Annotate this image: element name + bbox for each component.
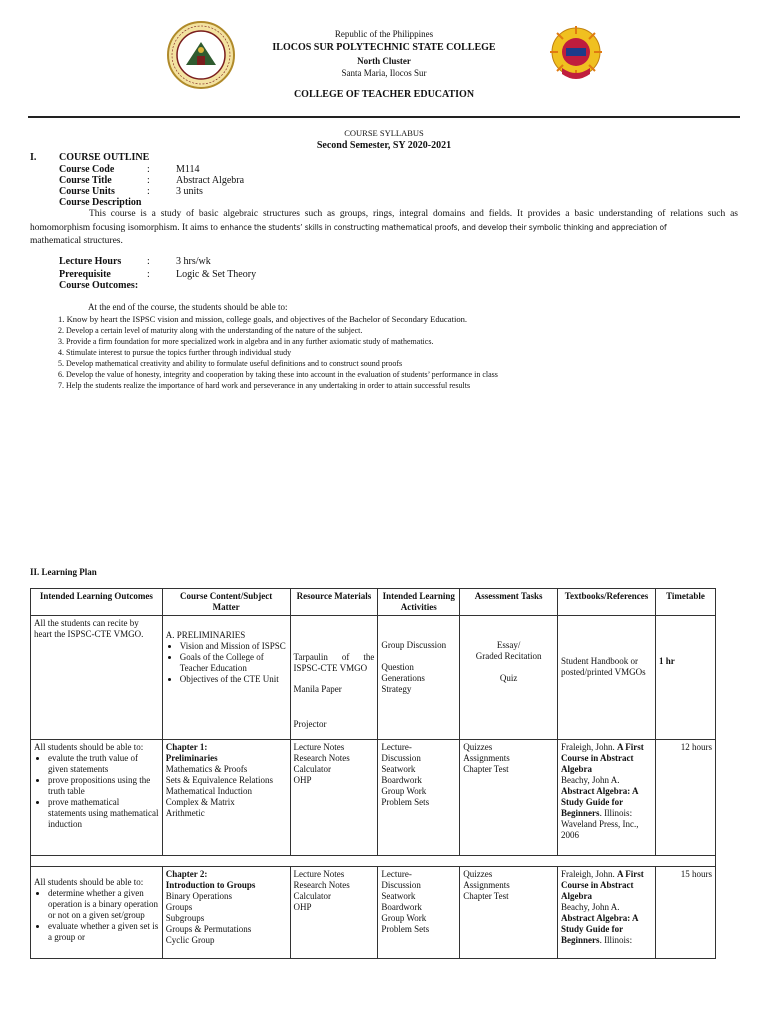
course-title-value: Abstract Algebra [176,175,245,186]
ilo-item: • determine whether a given operation is a binary operation or not on a given set/group [48,888,159,921]
ilo-item: • prove propositions using the truth table [48,775,159,797]
ilo-item: • evalute the truth value of given statements [48,753,159,775]
row-spacer [31,856,716,867]
semester: Second Semester, SY 2020-2021 [316,140,452,151]
description-text-emphasis: enhance the students’ skills in constructing mathematical proofs, and develop their symbolic thinking and appreciation of [220,223,667,232]
course-units-label: Course Units [59,186,115,197]
chapter-number: Chapter 2: [165,869,208,879]
reference-title: Abstract Algebra: A Study Guide for Beginners [561,786,639,818]
outcome-item: 6. Develop the value of honesty, integrity and cooperation by taking these into account in the evaluation of students’ performance in class [58,370,498,379]
references-cell [558,740,656,856]
reference-publisher: . Illinois: Waveland Press, Inc., 2006 [561,808,639,840]
colon: : [147,175,150,186]
table-row [31,616,716,740]
content-cell [162,616,290,740]
prerequisite-value: Logic & Set Theory [176,269,257,280]
course-description [30,208,738,248]
column-header: Intended Learning Outcomes [31,589,163,616]
assessment-cell: Quizzes Assignments Chapter Test [460,867,558,959]
lecture-hours-row [59,256,359,268]
section-numeral: I. [30,152,37,163]
table-header-row [31,589,716,616]
ilo-cell [31,740,163,856]
resource-item: Manila Paper [293,684,342,694]
content-item: • Vision and Mission of ISPSC [180,641,287,652]
ilo-intro: All students should be able to: [34,742,144,752]
outcomes-label: Course Outcomes: [59,280,139,291]
reference-title: A First Course in Abstract Algebra [561,869,644,901]
column-header: Course Content/Subject Matter [162,589,290,616]
ilo-item: • evaluate whether a given set is a group or [48,921,159,943]
ilo-cell: All the students can recite by heart the ISPSC-CTE VMGO. [31,616,163,740]
outcome-item: 3. Provide a firm foundation for more specialized work in algebra and in any further axiomatic study of mathematics. [58,337,434,346]
reference-author: Beachy, John A. [561,902,620,912]
chapter-topics: Binary Operations Groups Subgroups Groups & Permutations Cyclic Group [165,891,252,945]
colon: : [147,164,150,175]
timetable-cell: 12 hours [656,740,716,856]
outcome-item: 4. Stimulate interest to pursue the topics further through individual study [58,348,292,357]
content-item: • Objectives of the CTE Unit [180,674,287,685]
row-spacer-cell [31,856,716,867]
table-row [31,867,716,959]
table-row [31,740,716,856]
learning-plan-table [30,588,716,959]
chapter-topics: Mathematics & Proofs Sets & Equivalence Relations Mathematical Induction Complex & Matrix Arithmetic [165,764,273,818]
college-name: ILOCOS SUR POLYTECHNIC STATE COLLEGE [272,42,496,53]
description-text: This course is a study of basic algebraic structures such as groups, rings, integral domains and fields. It provides a basic understanding of relations such as homomorphism focusing isomorphism. It aims to [30,209,738,233]
resources-cell: Lecture Notes Research Notes Calculator OHP [290,740,378,856]
resources-cell [290,616,378,740]
resource-item: Tarpaulin of the ISPSC-CTE VMGO [293,652,375,673]
description-text-end: mathematical structures. [30,236,123,246]
ilo-intro: All students should be able to: [34,877,144,887]
outcome-item: 7. Help the students realize the importance of hard work and perseverance in any undertaking in order to attain successful results [58,381,471,390]
location-text: Santa Maria, Ilocos Sur [341,68,427,78]
lecture-hours-value: 3 hrs/wk [176,256,211,267]
activities-cell: Lecture- Discussion Seatwork Boardwork Group Work Problem Sets [378,867,460,959]
outcome-item: 2. Develop a certain level of maturity along with the understanding of the nature of the subject. [58,326,363,335]
content-title: A. PRELIMINARIES [165,630,246,640]
ilo-item: • prove mathematical statements using mathematical induction [48,797,159,830]
column-header: Timetable [656,589,716,616]
course-code-label: Course Code [59,164,115,175]
learning-plan-heading: II. Learning Plan [30,567,97,577]
content-item: • Goals of the College of Teacher Education [180,652,287,674]
outcomes-intro: At the end of the course, the students should be able to: [88,302,288,312]
reference-author: Fraleigh, John. [561,869,618,879]
content-cell [162,867,290,959]
content-cell [162,740,290,856]
resources-cell: Lecture Notes Research Notes Calculator OHP [290,867,378,959]
department-name: COLLEGE OF TEACHER EDUCATION [293,89,475,100]
chapter-number: Chapter 1: [165,742,208,752]
column-header: Intended Learning Activities [378,589,460,616]
outline-heading: COURSE OUTLINE [59,152,150,163]
reference-publisher: . Illinois: [599,935,633,945]
activities-cell: Lecture- Discussion Seatwork Boardwork Group Work Problem Sets [378,740,460,856]
reference-title: Abstract Algebra: A Study Guide for Beginners [561,913,639,945]
activities-cell: Group Discussion Question Generations Strategy [378,616,460,740]
course-title-label: Course Title [59,175,112,186]
prerequisite-label: Prerequisite [59,269,111,280]
timetable-cell: 15 hours [656,867,716,959]
lecture-hours-label: Lecture Hours [59,256,122,267]
ilo-cell [31,867,163,959]
doc-type: COURSE SYLLABUS [344,128,424,138]
outcomes-list [58,313,498,391]
course-units-value: 3 units [176,186,203,197]
assessment-cell: Quizzes Assignments Chapter Test [460,740,558,856]
reference-title: A First Course in Abstract Algebra [561,742,644,774]
outcome-item: 5. Develop mathematical creativity and ability to formulate useful definitions and to construct sound proofs [58,359,403,368]
colon: : [147,256,150,267]
colon: : [147,186,150,197]
resource-item: Projector [293,719,327,729]
timetable-cell: 1 hr [656,616,716,740]
description-label: Course Description [59,197,142,208]
column-header: Resource Materials [290,589,378,616]
reference-author: Fraleigh, John. [561,742,618,752]
chapter-title: Preliminaries [165,753,218,763]
references-cell [558,867,656,959]
outcome-item: 1. Know by heart the ISPSC vision and mission, college goals, and objectives of the Bachelor of Secondary Education. [58,314,468,324]
assessment-cell: Essay/ Graded Recitation Quiz [460,616,558,740]
course-code-value: M114 [176,164,200,175]
column-header: Assessment Tasks [460,589,558,616]
republic-text: Republic of the Philippines [334,29,434,39]
colon: : [147,269,150,280]
header-divider [28,116,740,118]
cluster-name: North Cluster [357,56,411,66]
references-cell: Student Handbook or posted/printed VMGOs [558,616,656,740]
chapter-title: Introduction to Groups [165,880,256,890]
reference-author: Beachy, John A. [561,775,620,785]
column-header: Textbooks/References [558,589,656,616]
